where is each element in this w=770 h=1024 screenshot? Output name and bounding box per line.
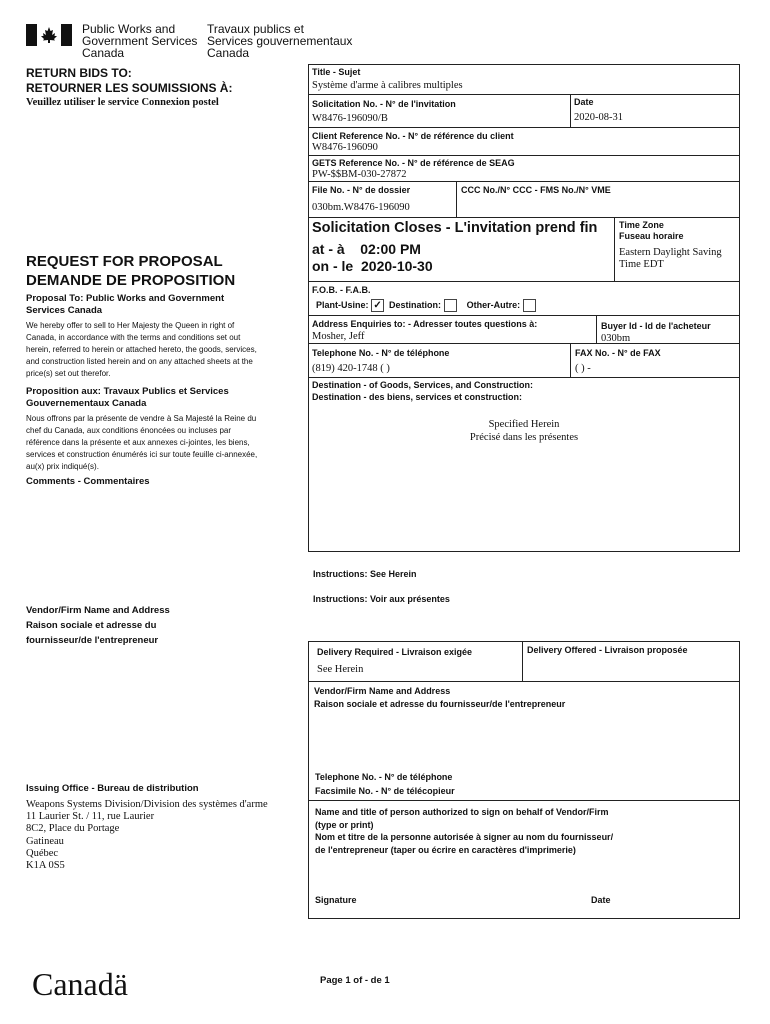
closes-at-row [312,241,421,257]
other-label: Other-Autre: [466,299,521,310]
vendor-label-fr: Raison sociale et adresse du fournisseur/de l'entrepreneur [314,699,566,709]
dept-fr-line-3: Canada [207,46,250,60]
signature-label: Signature [315,895,357,905]
return-bids-heading-fr: RETOURNER LES SOUMISSIONS À: [26,81,233,95]
date-label: Date [574,97,594,107]
plant-label: Plant-Usine: [316,299,369,310]
rfp-title-fr: DEMANDE DE PROPOSITION [26,272,236,289]
on-label: on - le [312,258,354,274]
address-enquiries-label: Address Enquiries to: - Adresser toutes questions à: [312,319,538,329]
dept-fr-line-2: Services gouvernementaux [207,34,353,48]
issuing-line: 8C2, Place du Portage [26,823,120,835]
title-label: Title - Sujet [312,67,361,77]
comments-label: Comments - Commentaires [26,476,150,487]
buyer-id-value: 030bm [601,333,631,344]
fob-label: F.O.B. - F.A.B. [312,285,371,295]
authorized-person-label [315,806,613,856]
gets-label: GETS Reference No. - N° de référence de SEAG [312,158,515,168]
facsimile-label: Facsimile No. - N° de télécopieur [315,786,455,796]
buyer-id-label: Buyer Id - Id de l'acheteur [601,321,711,331]
fax-label: FAX No. - N° de FAX [575,348,661,358]
issuing-line: Québec [26,847,59,859]
closing-time: 02:00 PM [360,241,421,257]
fob-options [316,299,536,312]
department-name-fr [207,23,352,59]
closes-on-row [312,258,433,274]
telephone-label: Telephone No. - N° de téléphone [312,348,450,358]
proposal-text-en: We hereby offer to sell to Her Majesty the Queen in right of Canada, in accordance with the terms and conditions set out herein, referred to herein or attached hereto, the goods, services, and construction listed herein and on any attached sheets at the price(s) set out therefor. [26,321,257,378]
vendor-label-left [26,603,170,648]
issuing-office-address [26,799,268,872]
dept-en-line-3: Canada [82,46,125,60]
vendor-label-left-fr-1: Raison sociale et adresse du [26,620,157,631]
destination-label-fr: Destination - des biens, services et construction: [312,392,523,402]
return-bids-heading-en: RETURN BIDS TO: [26,66,132,80]
delivery-required-value: See Herein [317,664,364,675]
file-value: 030bm.W8476-196090 [312,202,410,213]
plant-checkbox[interactable]: ✓ [371,299,384,312]
auth-label-line: de l'entrepreneur (taper ou écrire en caractères d'imprimerie) [315,844,576,855]
proposal-text-fr: Nous offrons par la présente de vendre à Sa Majesté la Reine du chef du Canada, aux conditions énoncées ou incluses par référence dans la présente et aux annexes ci-jointes, les biens, services et construction énumérés ici sur toute feuille ci-annexée, au(x) prix indiqué(s). [26,414,258,471]
department-name-en [82,23,197,59]
proposal-to-fr: Proposition aux: Travaux Publics et Services Gouvernementaux Canada [26,386,229,409]
tz-value-1: Eastern Daylight Saving [619,247,722,258]
tz-label-1: Time Zone [619,220,664,230]
delivery-required-label: Delivery Required - Livraison exigée [317,647,473,657]
client-ref-label: Client Reference No. - N° de référence du client [312,131,514,141]
canada-flag-icon [26,24,72,46]
auth-label-line: Name and title of person authorized to sign on behalf of Vendor/Firm [315,807,609,817]
vendor-label-left-fr-2: fournisseur/de l'entrepreneur [26,635,159,646]
auth-label-line: Nom et titre de la personne autorisée à signer au nom du fournisseur/ [315,832,614,842]
destination-value-en: Specified Herein [488,419,560,430]
other-checkbox[interactable] [523,299,536,312]
vendor-label-en: Vendor/Firm Name and Address [314,686,451,696]
fax-value: ( ) - [575,363,591,374]
destination-label-en: Destination - of Goods, Services, and Construction: [312,380,534,390]
instructions-fr: Instructions: Voir aux présentes [313,594,450,604]
destination-checkbox[interactable] [444,299,457,312]
issuing-office-label: Issuing Office - Bureau de distribution [26,783,199,794]
page-number: Page 1 of - de 1 [320,975,390,986]
delivery-offered-label: Delivery Offered - Livraison proposée [527,645,688,655]
issuing-line: Weapons Systems Division/Division des systèmes d'arme [26,799,268,810]
signature-date-label: Date [591,895,611,905]
phone-label: Telephone No. - N° de téléphone [315,772,453,782]
telephone-value: (819) 420-1748 ( ) [312,363,390,374]
gets-value: PW-$$BM-030-27872 [312,169,407,180]
solicitation-label: Solicitation No. - N° de l'invitation [312,99,456,109]
vendor-label-left-en: Vendor/Firm Name and Address [26,605,170,616]
auth-label-line: (type or print) [315,819,374,830]
at-label: at - à [312,241,345,257]
destination-value-fr: Précisé dans les présentes [469,432,579,443]
tz-label-2: Fuseau horaire [619,231,684,241]
dept-fr-line-1: Travaux publics et [207,22,304,36]
destination-option-label: Destination: [389,299,442,310]
canada-wordmark: Canadä [32,966,128,1002]
closes-heading: Solicitation Closes - L'invitation prend fin [312,220,598,236]
ccc-label: CCC No./N° CCC - FMS No./N° VME [461,185,611,195]
date-value: 2020-08-31 [574,112,623,123]
address-enquiries-value: Mosher, Jeff [312,331,365,342]
file-label: File No. - N° de dossier [312,185,411,195]
issuing-line: 11 Laurier St. / 11, rue Laurier [26,811,155,823]
dept-en-line-1: Public Works and [82,22,176,36]
time-zone-value [619,247,722,271]
rfp-title-en: REQUEST FOR PROPOSAL [26,253,223,270]
return-bids-note: Veuillez utiliser le service Connexion postel [26,97,219,108]
client-ref-value: W8476-196090 [312,142,378,153]
dept-en-line-2: Government Services [82,34,198,48]
issuing-line: K1A 0S5 [26,860,65,872]
closing-date: 2020-10-30 [361,258,433,274]
solicitation-value: W8476-196090/B [312,113,388,124]
issuing-line: Gatineau [26,835,64,847]
proposal-to-en: Proposal To: Public Works and Government Services Canada [26,293,225,316]
time-zone-label [619,220,684,242]
instructions-en: Instructions: See Herein [313,569,417,579]
title-value: Système d'arme à calibres multiples [312,80,463,91]
vendor-name-address-field[interactable] [312,712,736,767]
tz-value-2: Time EDT [619,259,664,270]
